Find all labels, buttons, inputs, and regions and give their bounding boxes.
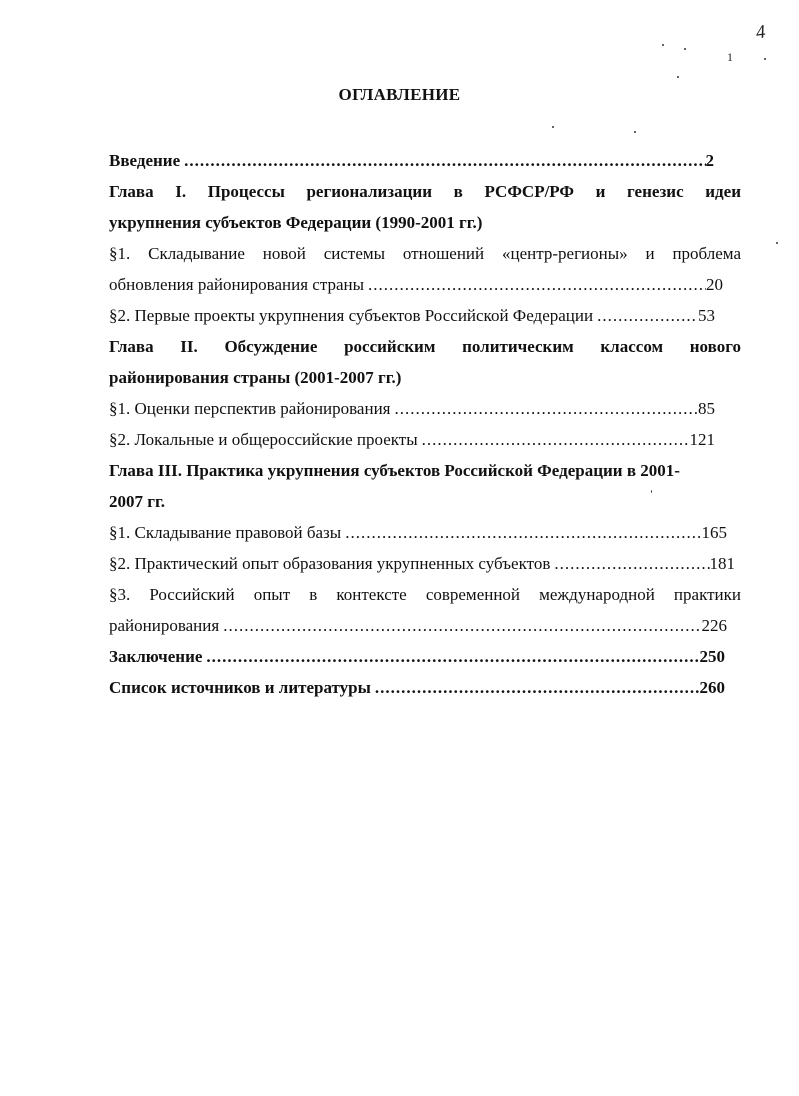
chapter-3-section-3-cont [109, 610, 727, 641]
toc-entry-conclusion [109, 641, 725, 672]
scan-speck [662, 44, 664, 46]
page-number: 1 [727, 50, 733, 64]
chapter-2-title-cont [109, 362, 741, 393]
toc-entry-page: 165 [701, 523, 727, 542]
page-title: ОГЛАВЛЕНИЕ [338, 85, 461, 104]
chapter-2-title-text: районирования страны (2001-2007 гг.) [109, 368, 402, 387]
toc-entry-page: 226 [701, 616, 727, 635]
chapter-3-title-text-cont: 2007 гг. [109, 492, 166, 511]
scan-speck [552, 126, 554, 128]
chapter-2-title: Глава II. Обсуждение российским политическим классом нового [109, 337, 741, 356]
toc-entry-label: §2. Локальные и общероссийские проекты [109, 430, 418, 449]
chapter-3-title [109, 455, 741, 486]
chapter-1-section-1: §1. Складывание новой системы отношений «центр-регионы» и проблема [109, 244, 741, 263]
chapter-3-section-2 [109, 548, 735, 579]
toc-entry-label: районирования [109, 616, 220, 635]
chapter-3-section-1 [109, 517, 727, 548]
dot-leader [202, 641, 699, 672]
toc-entry-label: Заключение [109, 647, 203, 666]
dot-leader [180, 145, 705, 176]
toc-entry-label: Введение [109, 151, 181, 170]
dot-leader [341, 517, 701, 548]
dot-leader [593, 300, 698, 331]
dot-leader [219, 610, 701, 641]
toc-entry-sources [109, 672, 725, 703]
toc-entry-page: 121 [689, 430, 715, 449]
chapter-3-section-3: §3. Российский опыт в контексте современной международной практики [109, 585, 741, 604]
dot-leader [550, 548, 709, 579]
scan-speck [634, 131, 636, 133]
toc-entry-label: §2. Первые проекты укрупнения субъектов Российской Федерации [109, 306, 594, 325]
table-of-contents [109, 145, 741, 703]
toc-entry-label: Список источников и литературы [109, 678, 371, 697]
chapter-2-section-1 [109, 393, 715, 424]
chapter-1-section-1-cont [109, 269, 723, 300]
toc-entry-label: обновления районирования страны [109, 275, 365, 294]
toc-entry-page: 250 [699, 647, 725, 666]
toc-entry-label: §1. Складывание правовой базы [109, 523, 342, 542]
toc-entry-page: 85 [698, 399, 715, 418]
toc-entry-label: §2. Практический опыт образования укрупненных субъектов [109, 554, 551, 573]
chapter-1-title: Глава I. Процессы регионализации в РСФСР/РФ и генезис идеи [109, 182, 741, 201]
toc-entry-page: 53 [698, 306, 715, 325]
toc-entry-page: 260 [699, 678, 725, 697]
dot-leader [418, 424, 690, 455]
chapter-3-title-text: Глава III. Практика укрупнения субъектов Российской Федерации в 2001- [109, 461, 680, 480]
toc-entry-label: §1. Оценки перспектив районирования [109, 399, 391, 418]
dot-leader [391, 393, 699, 424]
dot-leader [371, 672, 700, 703]
scan-speck [677, 76, 679, 78]
scan-speck [776, 242, 778, 244]
chapter-1-title-cont [109, 207, 741, 238]
handwritten-mark: 4 [754, 21, 767, 44]
chapter-1-title-text: укрупнения субъектов Федерации (1990-2001 гг.) [109, 213, 483, 232]
scan-speck [764, 58, 766, 60]
toc-entry-page: 2 [705, 151, 714, 170]
scan-speck [684, 48, 686, 50]
chapter-2-section-2 [109, 424, 715, 455]
toc-entry-page: 20 [706, 275, 723, 294]
chapter-1-section-2 [109, 300, 715, 331]
toc-entry-page: 181 [709, 554, 735, 573]
toc-entry-introduction [109, 145, 714, 176]
dot-leader [364, 269, 706, 300]
chapter-3-title-cont [109, 486, 741, 517]
